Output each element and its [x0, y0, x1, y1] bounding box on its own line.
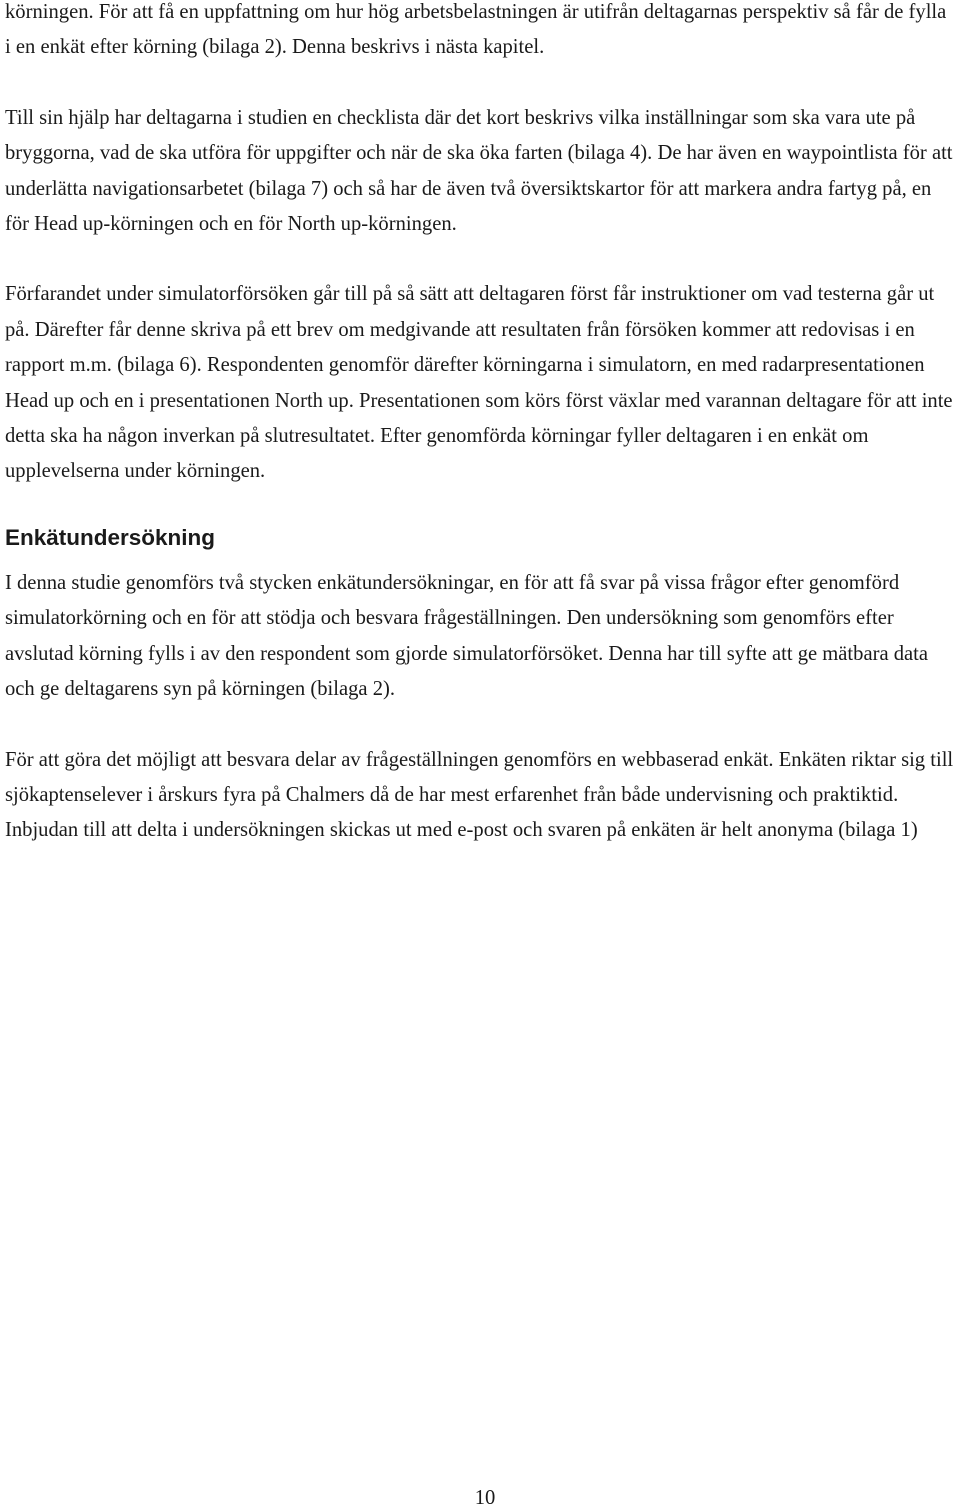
paragraph-survey-description: I denna studie genomförs två stycken enkätundersökningar, en för att få svar på vissa frågor efter genomförd simulatorkörning och en för att stödja och besvara frågeställningen. Den undersökning som genomförs efter avslutad körning fylls i av den respondent som gjorde simulatorförsöket. Denna har till syfte att ge mätbara data och ge deltagarens syn på körningen (bilaga 2).: [5, 571, 929, 701]
paragraph-web-survey: För att göra det möjligt att besvara delar av frågeställningen genomförs en webbaserad enkät. Enkäten riktar sig till sjökaptenselever i årskurs fyra på Chalmers då de har mest erfarenhet från både undervisning och praktiktid. Inbjudan till att delta i undersökningen skickas ut med e-post och svaren på enkäten är helt anonyma (bilaga 1): [5, 748, 954, 842]
page-number: 10: [474, 1487, 496, 1509]
section-heading: Enkätundersökning: [5, 524, 216, 550]
document-page: [5, 0, 957, 849]
paragraph-checklist: Till sin hjälp har deltagarna i studien en checklista där det kort beskrivs vilka inställningar som ska vara ute på bryggorna, vad de ska utföra för uppgifter och när de ska öka farten (bilaga 4). De har även en waypointlista för att underlätta navigationsarbetet (bilaga 7) och så har de även två översiktskartor för att markera andra fartyg på, en för Head up-körningen och en för North up-körningen.: [5, 106, 953, 236]
paragraph-procedure: Förfarandet under simulatorförsöken går till på så sätt att deltagaren först får instruktioner om vad testerna går ut på. Därefter får denne skriva på ett brev om medgivande att resultaten från försöken kommer att redovisas i en rapport m.m. (bilaga 6). Respondenten genomför därefter körningarna i simulatorn, en med radarpresentationen Head up och en i presentationen North up. Presentationen som körs först växlar med varannan deltagare för att inte detta ska ha någon inverkan på slutresultatet. Efter genomförda körningar fyller deltagaren i en enkät om upplevelserna under körningen.: [5, 283, 953, 483]
paragraph-workload-survey-intro: körningen. För att få en uppfattning om hur hög arbetsbelastningen är utifrån deltagarnas perspektiv så får de fylla i en enkät efter körning (bilaga 2). Denna beskrivs i nästa kapitel.: [5, 1, 947, 59]
